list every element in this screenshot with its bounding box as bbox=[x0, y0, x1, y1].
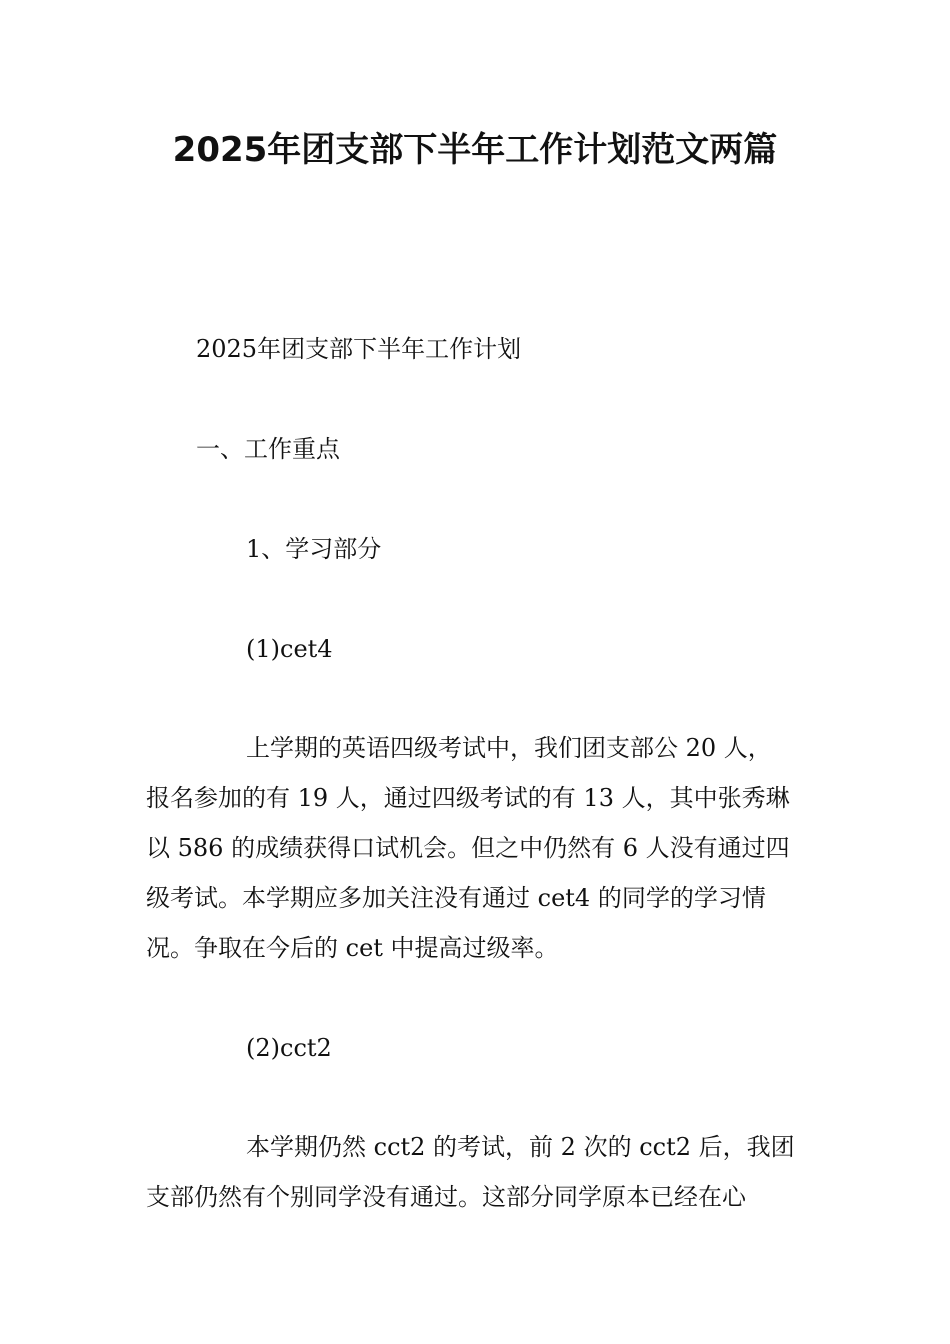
subheading-cct2: (2)cct2 bbox=[246, 1034, 332, 1062]
paragraph-line: 上学期的英语四级考试中，我们团支部公 20 人， bbox=[246, 734, 772, 762]
plan-subtitle: 2025年团支部下半年工作计划 bbox=[196, 335, 522, 363]
paragraph-cet4 bbox=[146, 723, 806, 973]
item-heading: 1、学习部分 bbox=[246, 535, 382, 563]
paragraph-line: 以 586 的成绩获得口试机会。但之中仍然有 6 人没有通过四 bbox=[146, 834, 790, 862]
paragraph-line: 本学期仍然 cct2 的考试，前 2 次的 cct2 后，我团 bbox=[246, 1133, 795, 1161]
subheading-cet4: (1)cet4 bbox=[246, 635, 333, 663]
paragraph-line: 报名参加的有 19 人，通过四级考试的有 13 人，其中张秀琳 bbox=[146, 784, 790, 812]
paragraph-line: 支部仍然有个别同学没有通过。这部分同学原本已经在心 bbox=[146, 1183, 746, 1211]
section-heading: 一、工作重点 bbox=[196, 435, 340, 463]
paragraph-cct2 bbox=[146, 1122, 806, 1222]
paragraph-line: 级考试。本学期应多加关注没有通过 cet4 的同学的学习情 bbox=[146, 884, 766, 912]
document-title: 2025年团支部下半年工作计划范文两篇 bbox=[172, 130, 778, 170]
paragraph-line: 况。争取在今后的 cet 中提高过级率。 bbox=[146, 934, 559, 962]
